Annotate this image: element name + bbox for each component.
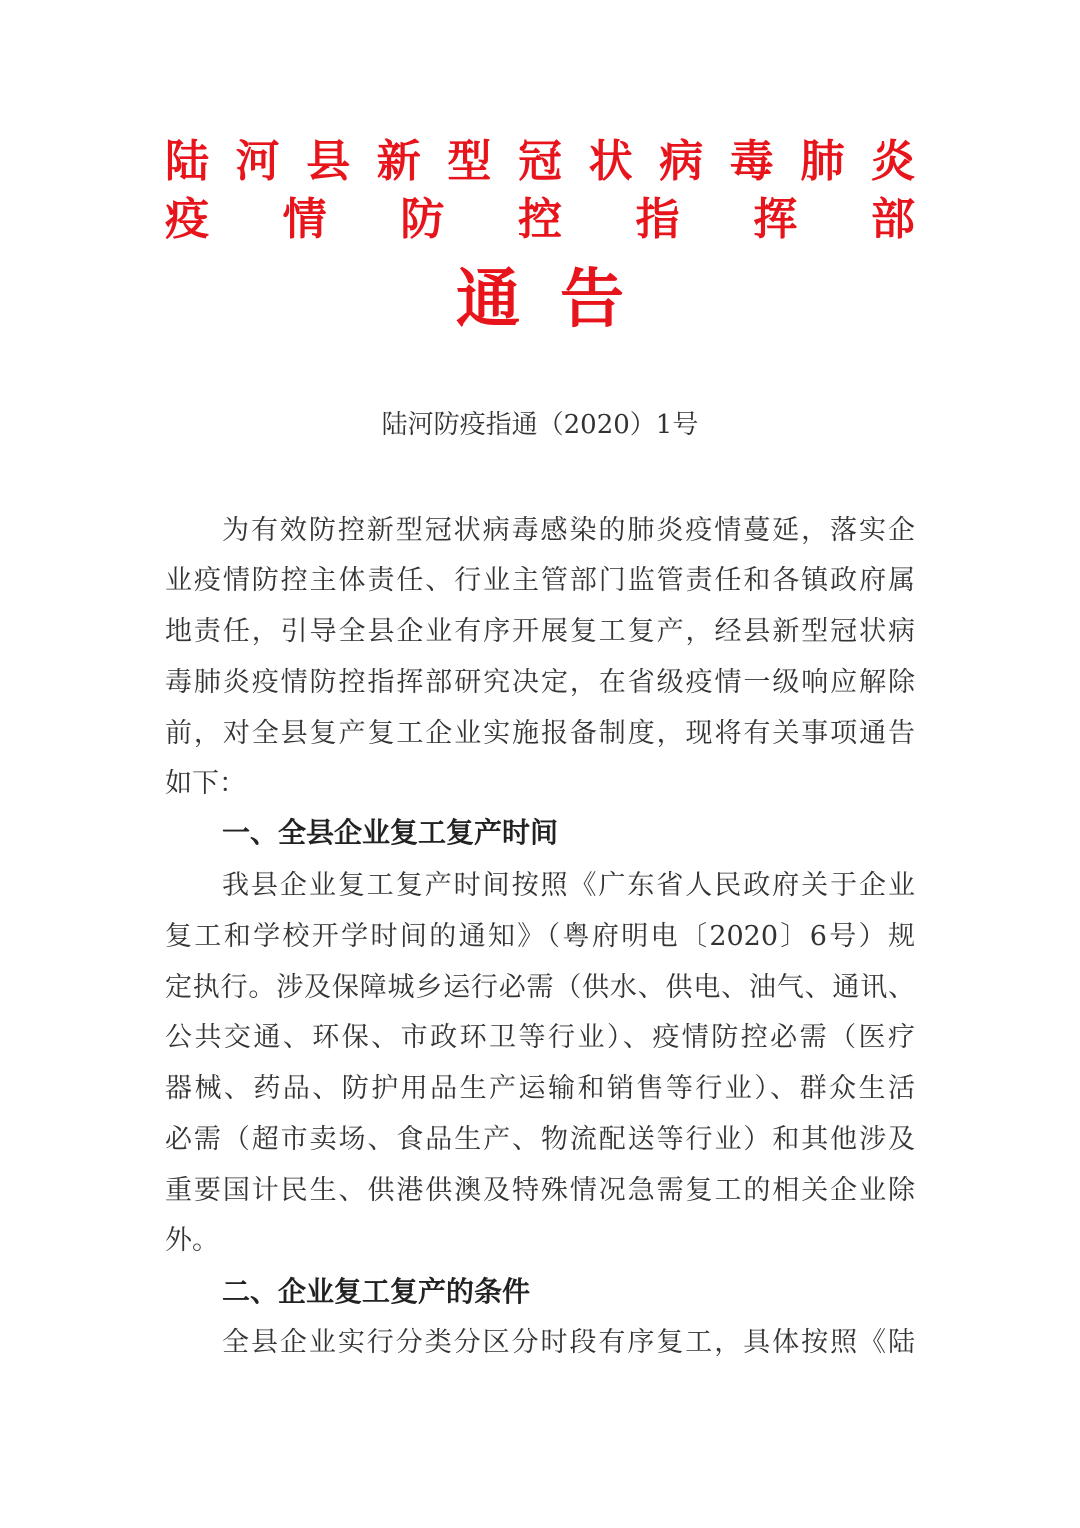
section-1-line: 必需（超市卖场、食品生产、物流配送等行业）和其他涉及: [165, 1124, 915, 1155]
section-1-line: 公共交通、环保、市政环卫等行业）、疫情防控必需（医疗: [165, 1022, 915, 1053]
intro-line: 毒肺炎疫情防控指挥部研究决定，在省级疫情一级响应解除: [165, 667, 915, 698]
title-line-1: 陆河县新型冠状病毒肺炎: [165, 136, 915, 187]
notice-title: 通告: [456, 262, 664, 337]
section-1-line: 重要国计民生、供港供澳及特殊情况急需复工的相关企业除: [165, 1175, 915, 1206]
section-1-heading: 一、全县企业复工复产时间: [222, 816, 559, 849]
document-number: 陆河防疫指通（2020）1号: [381, 410, 699, 440]
section-1-line: 复工和学校开学时间的通知》（粤府明电〔2020〕6号）规: [165, 921, 915, 952]
section-2-heading: 二、企业复工复产的条件: [222, 1275, 531, 1308]
section-1-line: 定执行。涉及保障城乡运行必需（供水、供电、油气、通讯、: [165, 972, 915, 1003]
intro-line: 地责任，引导全县企业有序开展复工复产，经县新型冠状病: [165, 616, 915, 647]
section-1-line: 外。: [165, 1225, 219, 1256]
intro-line: 前，对全县复产复工企业实施报备制度，现将有关事项通告: [165, 718, 915, 749]
intro-line: 为有效防控新型冠状病毒感染的肺炎疫情蔓延，落实企: [222, 515, 915, 546]
section-1-line: 我县企业复工复产时间按照《广东省人民政府关于企业: [222, 870, 915, 901]
intro-line: 业疫情防控主体责任、行业主管部门监管责任和各镇政府属: [165, 565, 915, 596]
intro-line: 如下：: [165, 768, 246, 799]
title-line-2: 疫情防控指挥部: [165, 194, 915, 245]
section-1-line: 器械、药品、防护用品生产运输和销售等行业）、群众生活: [165, 1073, 915, 1104]
section-2-line: 全县企业实行分类分区分时段有序复工，具体按照《陆: [222, 1327, 915, 1358]
